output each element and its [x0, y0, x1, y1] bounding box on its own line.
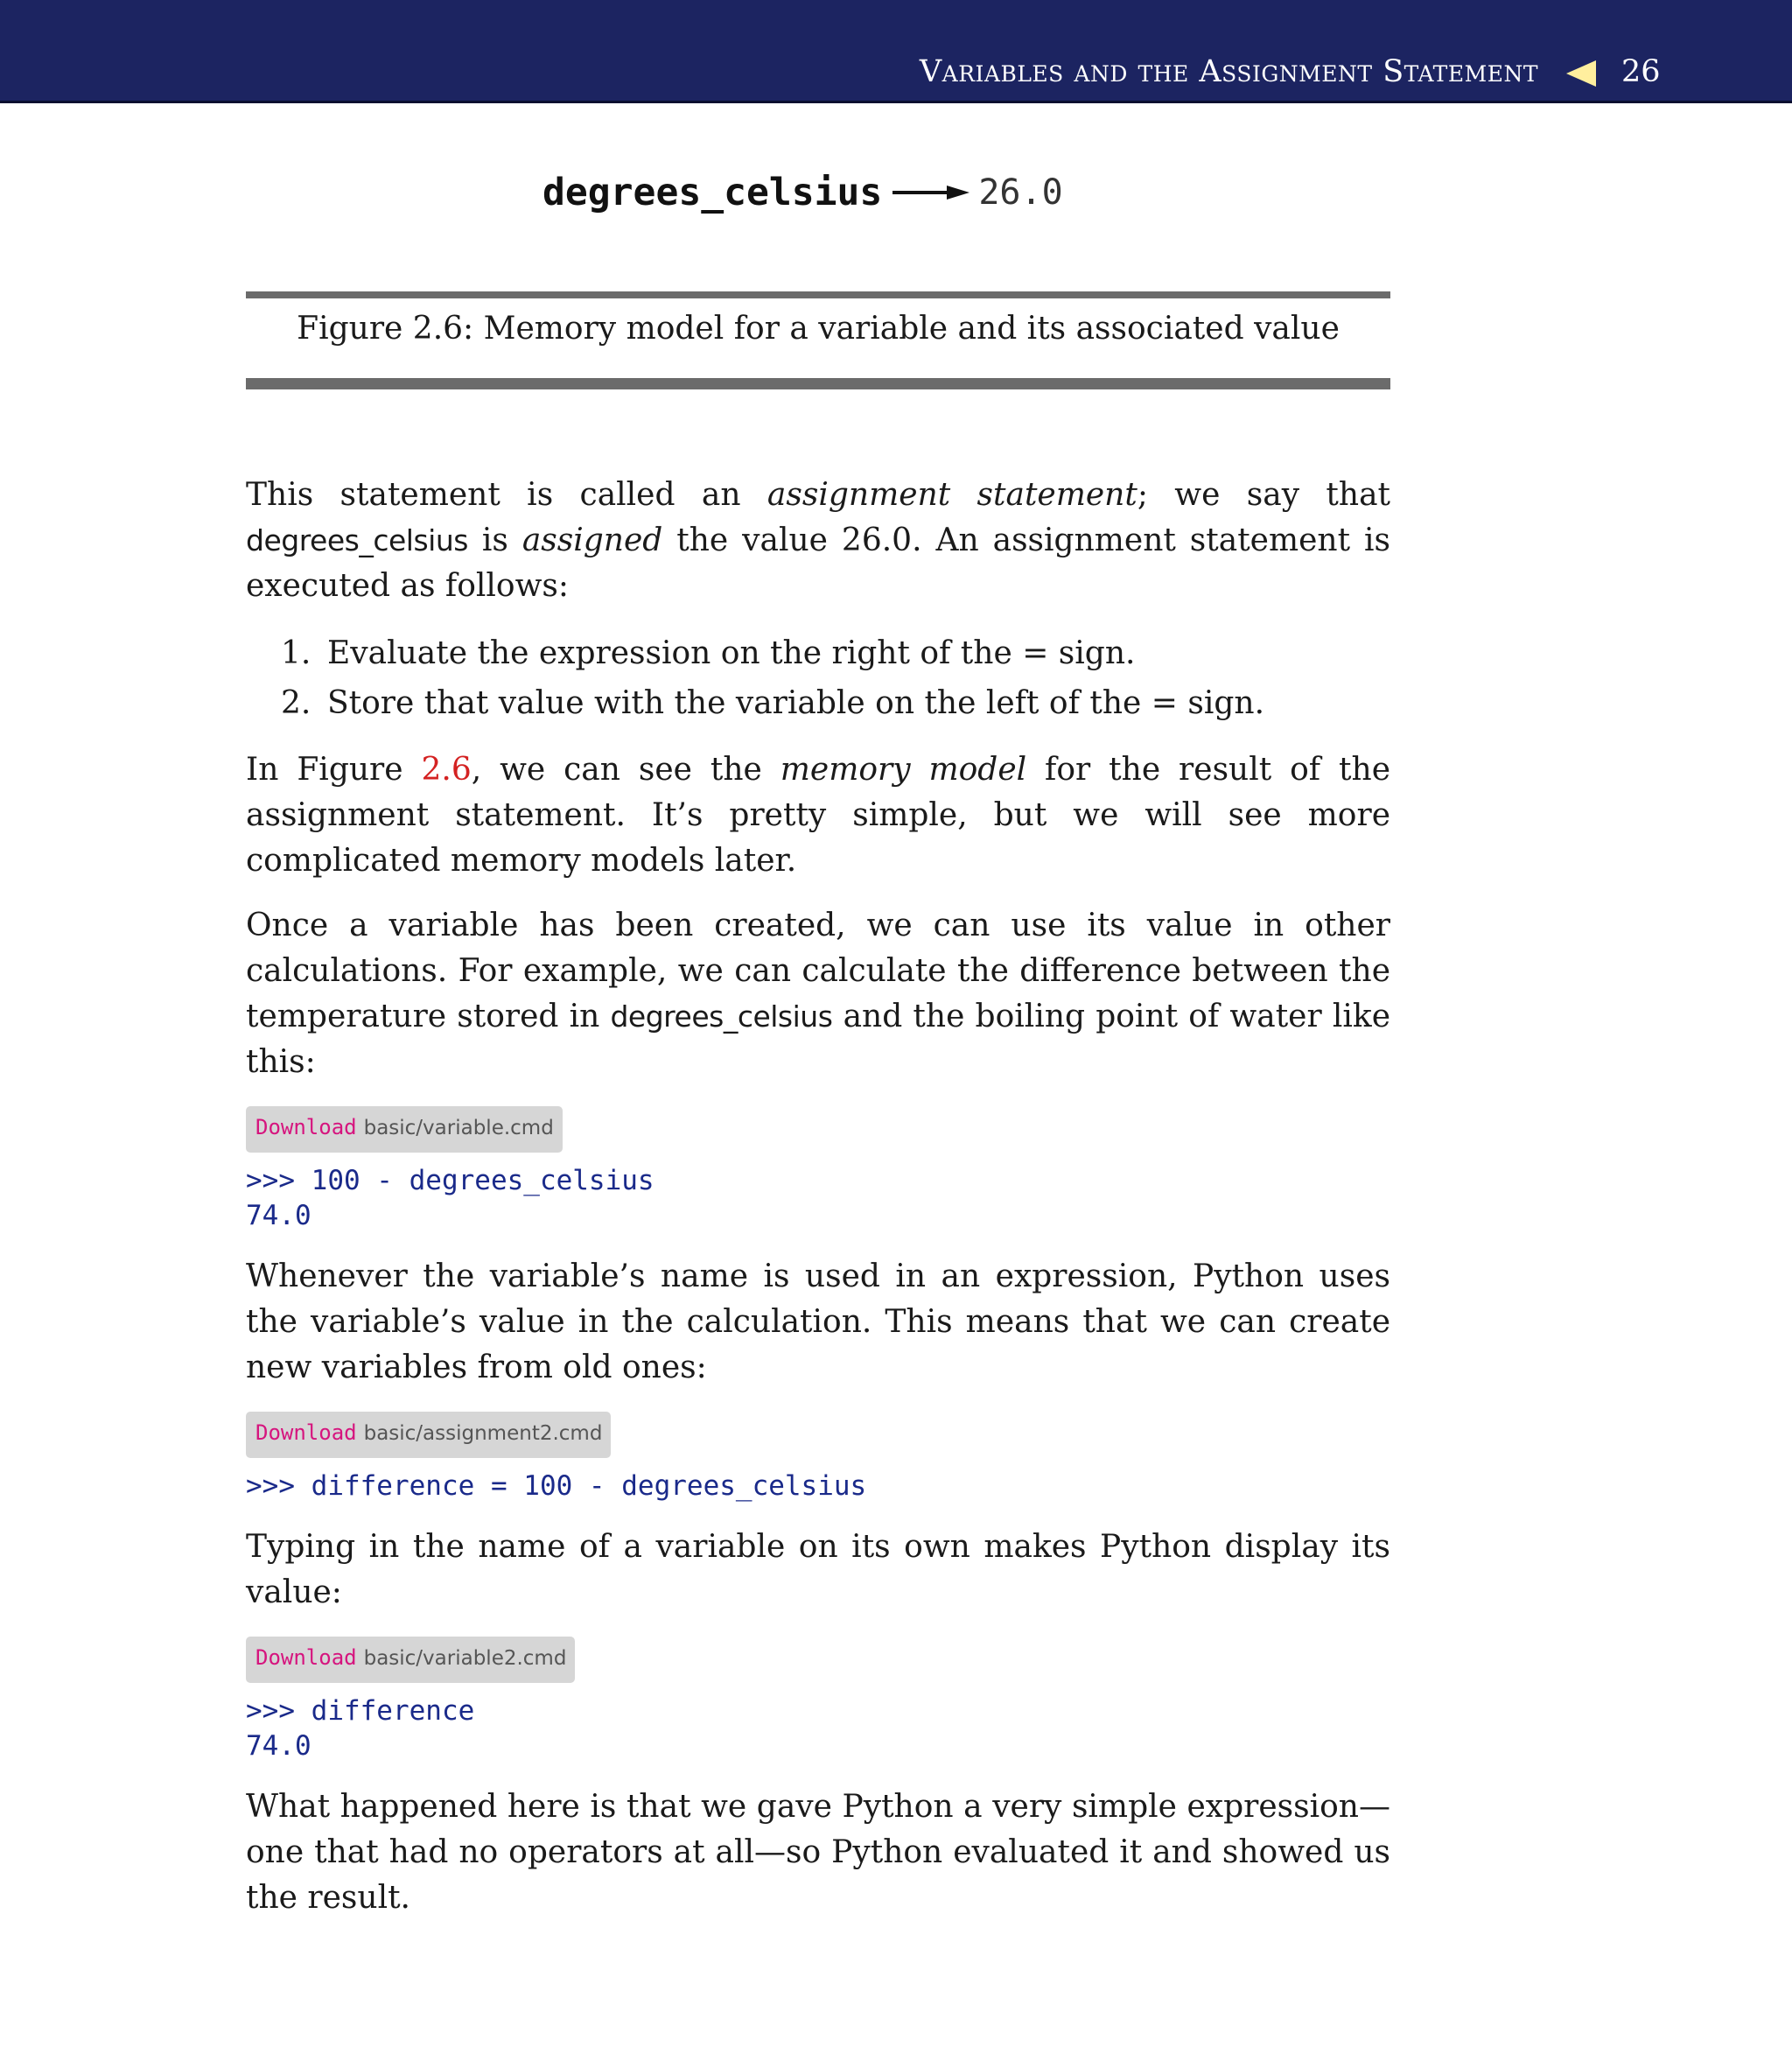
text-run: This statement is called an	[246, 477, 767, 513]
list-number: 1.	[281, 635, 312, 671]
list-item-text: Store that value with the variable on the left of the = sign.	[327, 685, 1265, 721]
paragraph-memory-model	[246, 747, 1390, 884]
download-label: Download	[256, 1420, 357, 1445]
download-path: basic/assignment2.cmd	[363, 1422, 603, 1445]
term-assignment-statement: assignment statement	[766, 477, 1138, 513]
paragraph-display-value: Typing in the name of a variable on its own makes Python display its value:	[246, 1529, 1390, 1610]
memory-model-diagram	[542, 166, 1063, 219]
page-number: 26	[1621, 54, 1661, 89]
figure-reference-link[interactable]: 2.6	[421, 752, 472, 788]
figure-rule-top	[246, 291, 1390, 298]
download-link-variable[interactable]	[246, 1106, 563, 1153]
text-run: is	[467, 522, 522, 558]
variable-name: degrees_celsius	[542, 171, 883, 214]
figure-caption: Figure 2.6: Memory model for a variable and its associated value	[297, 311, 1340, 347]
code-line: >>> difference	[246, 1695, 475, 1727]
variable-value: 26.0	[978, 172, 1063, 213]
text-run: and the boiling point of water like this:	[246, 999, 1391, 1080]
download-link-assignment2[interactable]	[246, 1412, 611, 1458]
paragraph-simple-expression: What happened here is that we gave Python a very simple expression—one that had no operators at all—so Python evaluated it and showed us the result.	[246, 1789, 1390, 1916]
term-memory-model: memory model	[780, 752, 1027, 788]
inline-variable: degrees_celsius	[246, 523, 468, 557]
paragraph-use-variable	[246, 903, 1390, 1085]
paragraph-expression-usage: Whenever the variable’s name is used in an expression, Python uses the variable’s value in the calculation. This means that we can create new variables from old ones:	[246, 1258, 1390, 1385]
text-run: for the result of the assignment statement. It’s pretty simple, but we will see more complicated memory models later.	[246, 752, 1390, 879]
text-run: , we can see the	[471, 752, 780, 788]
code-line: >>> 100 - degrees_celsius	[246, 1165, 654, 1196]
execution-steps-list	[246, 628, 1390, 728]
paragraph-assignment-intro	[246, 473, 1390, 609]
code-block	[246, 1693, 1390, 1763]
list-number: 2.	[281, 685, 312, 721]
download-path: basic/variable.cmd	[363, 1117, 554, 1139]
list-item	[246, 678, 1390, 728]
download-path: basic/variable2.cmd	[363, 1647, 567, 1670]
list-item	[246, 628, 1390, 678]
code-line: 74.0	[246, 1730, 312, 1762]
code-block	[246, 1163, 1390, 1233]
code-block	[246, 1469, 1390, 1504]
text-run: ; we say that	[1137, 477, 1391, 513]
inline-variable: degrees_celsius	[610, 999, 833, 1034]
running-title: Variables and the Assignment Statement	[919, 54, 1538, 89]
download-label: Download	[256, 1115, 357, 1139]
list-item-text: Evaluate the expression on the right of the = sign.	[327, 635, 1136, 671]
code-line: >>> difference = 100 - degrees_celsius	[246, 1470, 867, 1502]
page-header	[0, 0, 1792, 103]
text-run: In Figure	[246, 752, 422, 788]
text-run: Once a variable has been created, we can use its value in other calculations. For example, we can calculate the difference between the temperature stored in	[246, 908, 1390, 1034]
text-run: the value 26.0. An assignment statement is executed as follows:	[246, 522, 1391, 604]
term-assigned: assigned	[522, 522, 663, 558]
code-line: 74.0	[246, 1200, 312, 1231]
figure-rule-bottom	[246, 378, 1390, 389]
download-label: Download	[256, 1645, 357, 1670]
reference-arrow-icon	[892, 184, 970, 201]
download-link-variable2[interactable]	[246, 1637, 575, 1683]
main-content	[246, 473, 1390, 1940]
previous-page-arrow-icon[interactable]	[1566, 60, 1596, 87]
